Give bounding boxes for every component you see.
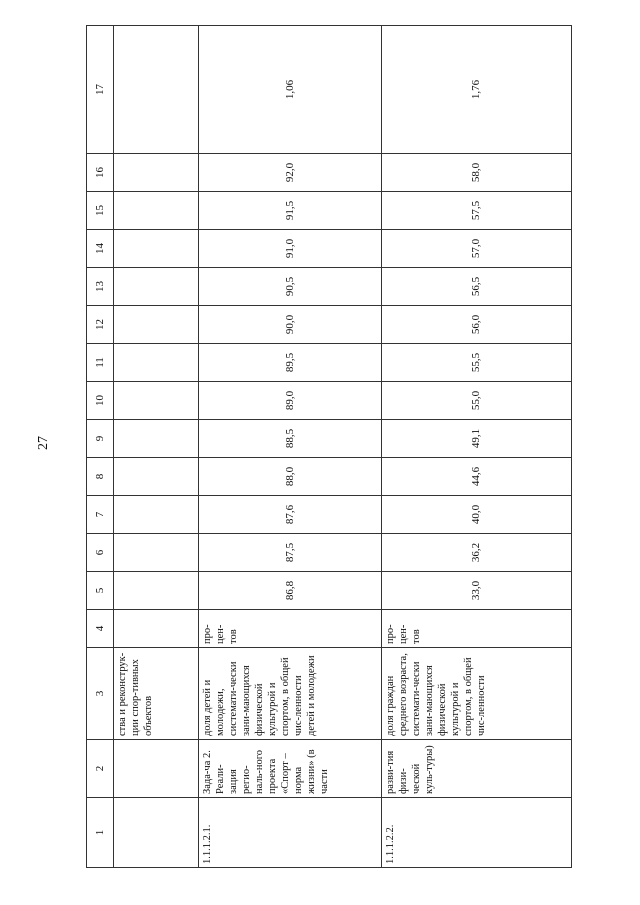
cell-value: 55,5 [382, 344, 572, 382]
cell-value: 56,5 [382, 268, 572, 306]
col-header-8: 8 [87, 458, 114, 496]
cell-value [114, 306, 199, 344]
cell-value: 36,2 [382, 534, 572, 572]
cell-value: 89,5 [199, 344, 382, 382]
cell-value: 58,0 [382, 154, 572, 192]
cell-value [114, 534, 199, 572]
cell-indicator: доля граждан среднего возраста, системати-чески зани-мающихся физической культурой и спортом, в общей чис-ленности [382, 648, 572, 740]
col-header-16: 16 [87, 154, 114, 192]
col-header-3: 3 [87, 648, 114, 740]
cell-task: разви-тия физи-ческой куль-туры) [382, 740, 572, 798]
rotated-table-container [86, 68, 566, 868]
cell-unit [114, 610, 199, 648]
cell-indicator: ства и реконструк-ции спор-тивных объектов [114, 648, 199, 740]
col-header-9: 9 [87, 420, 114, 458]
cell-value [114, 420, 199, 458]
cell-value [114, 458, 199, 496]
cell-value [114, 496, 199, 534]
col-header-4: 4 [87, 610, 114, 648]
col-header-12: 12 [87, 306, 114, 344]
table-row [114, 26, 199, 868]
col-header-11: 11 [87, 344, 114, 382]
cell-unit: про-цен-тов [199, 610, 382, 648]
cell-value: 91,0 [199, 230, 382, 268]
col-header-10: 10 [87, 382, 114, 420]
col-header-17: 17 [87, 26, 114, 154]
cell-value: 49,1 [382, 420, 572, 458]
col-header-2: 2 [87, 740, 114, 798]
cell-value: 90,5 [199, 268, 382, 306]
page-number: 27 [36, 436, 51, 450]
cell-value: 55,0 [382, 382, 572, 420]
cell-value: 86,8 [199, 572, 382, 610]
cell-value: 57,5 [382, 192, 572, 230]
cell-number [114, 798, 199, 868]
col-header-5: 5 [87, 572, 114, 610]
table-row [382, 26, 572, 868]
cell-task: Зада-ча 2. Реали-зация регио-наль-ного проекта «Спорт – норма жизни» (в части [199, 740, 382, 798]
cell-unit: про-цен-тов [382, 610, 572, 648]
header-row [87, 26, 114, 868]
cell-value: 40,0 [382, 496, 572, 534]
cell-value: 87,6 [199, 496, 382, 534]
cell-number: 1.1.1.2.2. [382, 798, 572, 868]
cell-indicator: доля детей и молодежи, системати-чески зани-мающихся физической культурой и спортом, в общей чис-ленности детей и молодежи [199, 648, 382, 740]
indicators-table [86, 25, 572, 868]
col-header-1: 1 [87, 798, 114, 868]
cell-number: 1.1.1.2.1. [199, 798, 382, 868]
col-header-14: 14 [87, 230, 114, 268]
cell-value [114, 192, 199, 230]
cell-value [114, 26, 199, 154]
cell-value: 90,0 [199, 306, 382, 344]
cell-value: 87,5 [199, 534, 382, 572]
cell-value: 88,5 [199, 420, 382, 458]
cell-value [114, 154, 199, 192]
col-header-15: 15 [87, 192, 114, 230]
cell-value: 33,0 [382, 572, 572, 610]
cell-value: 56,0 [382, 306, 572, 344]
cell-value: 57,0 [382, 230, 572, 268]
cell-value: 1,76 [382, 26, 572, 154]
cell-value: 91,5 [199, 192, 382, 230]
col-header-13: 13 [87, 268, 114, 306]
cell-task [114, 740, 199, 798]
cell-value: 92,0 [199, 154, 382, 192]
cell-value [114, 268, 199, 306]
cell-value: 1,06 [199, 26, 382, 154]
table-row [199, 26, 382, 868]
cell-value: 44,6 [382, 458, 572, 496]
cell-value [114, 572, 199, 610]
cell-value [114, 382, 199, 420]
cell-value: 88,0 [199, 458, 382, 496]
cell-value [114, 344, 199, 382]
cell-value: 89,0 [199, 382, 382, 420]
cell-value [114, 230, 199, 268]
col-header-7: 7 [87, 496, 114, 534]
col-header-6: 6 [87, 534, 114, 572]
